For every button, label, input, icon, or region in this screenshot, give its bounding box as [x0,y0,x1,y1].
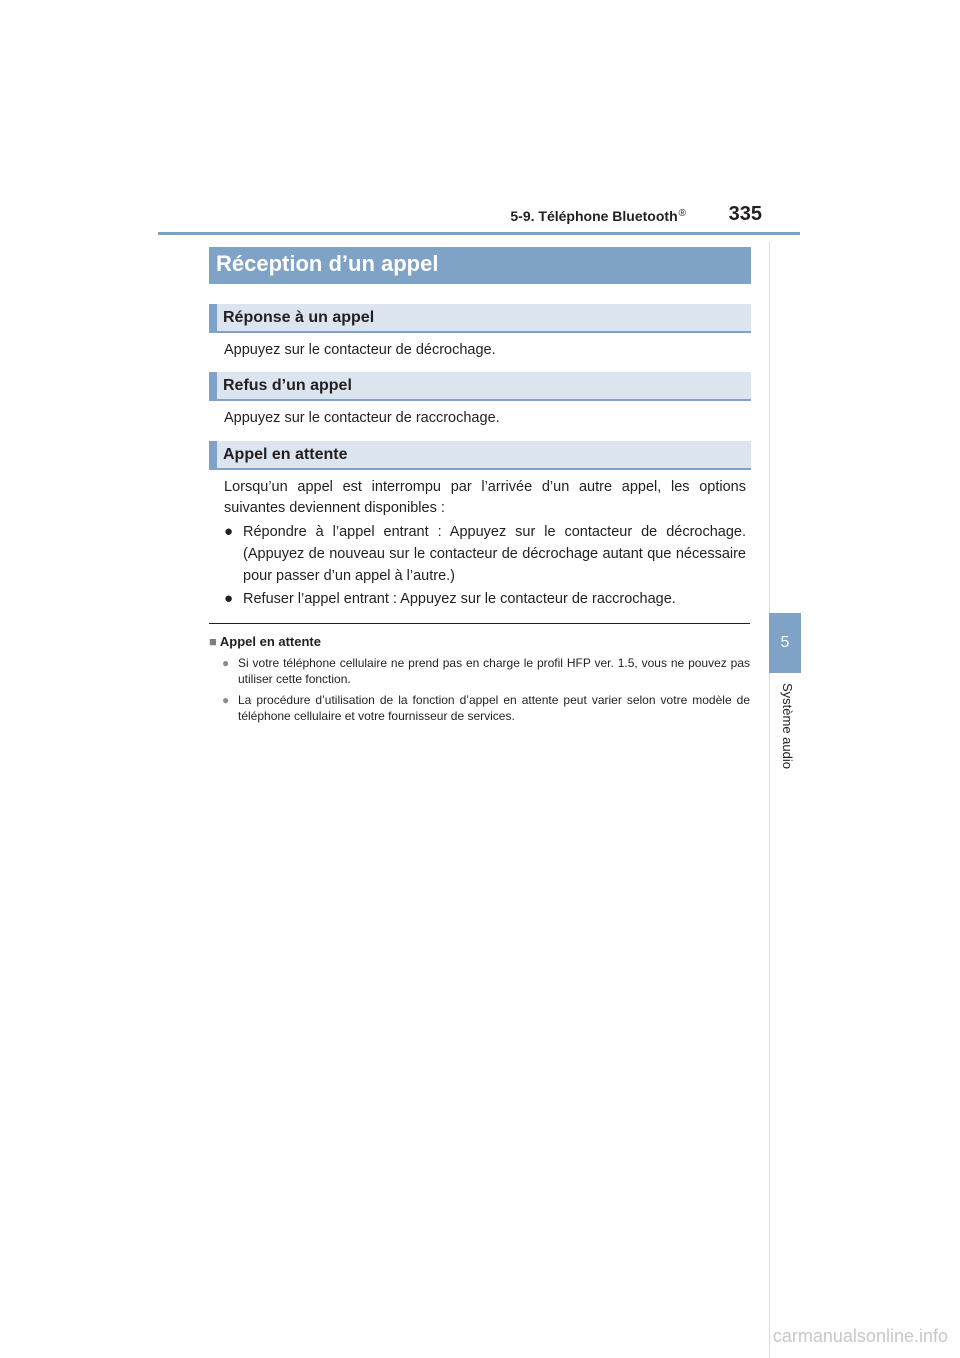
footer-watermark: carmanualsonline.info [772,1326,948,1346]
subheading-bar [209,441,751,470]
section-title: 5-9. Téléphone Bluetooth [510,208,678,224]
notes-divider [209,623,750,624]
header-rule [158,232,800,235]
paragraph: Appuyez sur le contacteur de raccrochage. [224,410,500,426]
page-number: 335 [728,203,762,225]
paragraph: Lorsqu’un appel est interrompu par l’arrivée d’un autre appel, les options suivantes deviennent disponibles : [224,479,746,516]
registered-mark: ® [678,208,686,219]
subheading: Refus d’un appel [223,377,352,394]
subheading-bar [209,304,751,333]
subheading: Réponse à un appel [223,309,375,326]
note-item [222,655,750,687]
chapter-number: 5 [780,634,790,651]
main-title: Réception d’un appel [216,251,439,276]
bullet-icon: ● [224,590,234,607]
square-marker-icon: ■ [209,634,217,649]
bullet-text: Répondre à l’appel entrant : Appuyez sur le contacteur de décrochage. (Appuyez de nouveau sur le contacteur de décrochage autant que nécessaire pour passer d’un appel à l’autre.) [243,524,746,584]
notes-heading-text: Appel en attente [219,634,321,649]
paragraph: Appuyez sur le contacteur de décrochage. [224,342,496,358]
bullet-icon: ● [222,656,230,670]
chapter-label: Système audio [780,683,795,769]
bullet-icon: ● [224,523,234,540]
note-item [222,692,750,724]
bullet-item [224,521,746,587]
subheading: Appel en attente [223,446,348,463]
side-divider [769,242,770,1358]
chapter-tab [769,613,801,673]
section-header [500,208,686,224]
subheading-bar [209,372,751,401]
bullet-text: Refuser l’appel entrant : Appuyez sur le contacteur de raccrochage. [243,591,676,607]
notes-heading [209,634,321,649]
bullet-item [224,588,746,610]
note-text: La procédure d’utilisation de la fonction d’appel en attente peut varier selon votre modèle de téléphone cellulaire et votre fournisseur de services. [238,693,750,723]
bullet-icon: ● [222,693,230,707]
note-text: Si votre téléphone cellulaire ne prend pas en charge le profil HFP ver. 1.5, vous ne pouvez pas utiliser cette fonction. [238,656,750,686]
main-title-bar [209,247,751,284]
